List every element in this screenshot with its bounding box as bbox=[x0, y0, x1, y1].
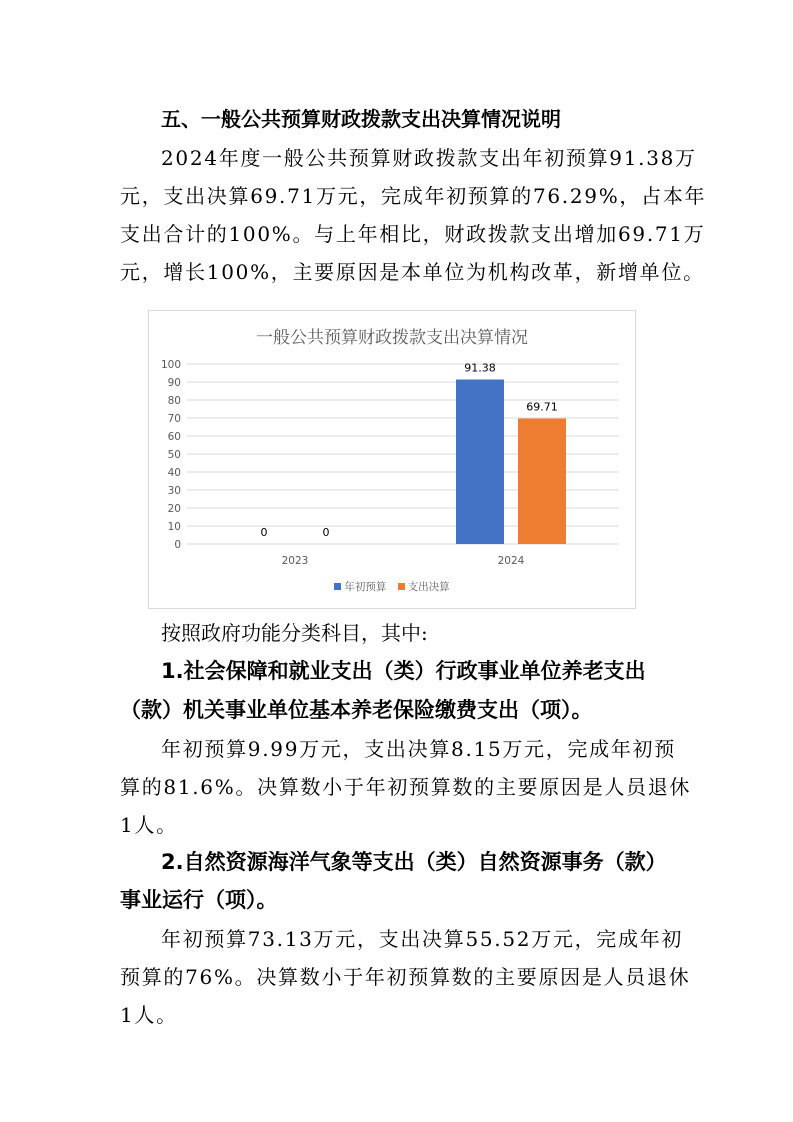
item-1-heading-line-2: （款）机关事业单位基本养老保险缴费支出（项）。 bbox=[120, 698, 593, 722]
intro-line-2: 元，支出决算69.71万元，完成年初预算的76.29%，占本年 bbox=[120, 184, 707, 208]
item-2-body-line-3: 1人。 bbox=[120, 1003, 178, 1027]
intro-line-4: 元，增长100%，主要原因是本单位为机构改革，新增单位。 bbox=[120, 260, 705, 284]
item-1-body-line-2: 算的81.6%。决算数小于年初预算数的主要原因是人员退休 bbox=[120, 775, 692, 799]
intro-line-3: 支出合计的100%。与上年相比，财政拨款支出增加69.71万 bbox=[120, 222, 706, 246]
y-tick-label-100: 100 bbox=[160, 359, 181, 371]
item-2-heading-line-1: 2.自然资源海洋气象等支出（类）自然资源事务（款） bbox=[161, 850, 667, 874]
legend-swatch-budget bbox=[334, 583, 341, 590]
y-tick-label-10: 10 bbox=[167, 521, 181, 533]
chart-title: 一般公共预算财政拨款支出决算情况 bbox=[256, 328, 528, 348]
legend-item-actual bbox=[398, 579, 450, 594]
item-1-heading-line-1: 1.社会保障和就业支出（类）行政事业单位养老支出 bbox=[161, 659, 646, 683]
y-tick-label-30: 30 bbox=[167, 485, 181, 497]
y-tick-label-50: 50 bbox=[167, 449, 181, 461]
legend-swatch-actual bbox=[398, 583, 405, 590]
y-tick-label-70: 70 bbox=[167, 413, 181, 425]
item-2-body-line-1: 年初预算73.13万元，支出决算55.52万元，完成年初 bbox=[161, 927, 684, 951]
x-tick-label-2024: 2024 bbox=[497, 555, 525, 567]
y-tick-label-90: 90 bbox=[167, 377, 181, 389]
classification-intro: 按照政府功能分类科目，其中: bbox=[161, 621, 428, 645]
legend-label-budget: 年初预算 bbox=[344, 581, 387, 593]
data-label-2023-budget: 0 bbox=[260, 526, 268, 539]
item-1-body-line-3: 1人。 bbox=[120, 813, 178, 837]
section-heading: 五、一般公共预算财政拨款支出决算情况说明 bbox=[161, 107, 561, 131]
item-1-body-line-1: 年初预算9.99万元，支出决算8.15万元，完成年初预 bbox=[161, 737, 676, 761]
bar-chart bbox=[148, 310, 636, 609]
chart-plot bbox=[149, 311, 635, 608]
bar-2024-actual bbox=[518, 419, 566, 544]
item-2-heading-line-2: 事业运行（项）。 bbox=[120, 888, 278, 912]
chart-legend bbox=[149, 579, 635, 594]
y-tick-label-20: 20 bbox=[167, 503, 181, 515]
data-label-2024-budget: 91.38 bbox=[464, 361, 496, 375]
item-2-body-line-2: 预算的76%。决算数小于年初预算数的主要原因是人员退休 bbox=[120, 965, 691, 989]
bar-2024-budget bbox=[456, 380, 504, 544]
y-tick-label-60: 60 bbox=[167, 431, 181, 443]
y-tick-label-80: 80 bbox=[167, 395, 181, 407]
x-tick-label-2023: 2023 bbox=[281, 555, 309, 567]
legend-item-budget bbox=[334, 579, 386, 594]
legend-label-actual: 支出决算 bbox=[407, 581, 450, 593]
y-tick-label-40: 40 bbox=[167, 467, 181, 479]
data-label-2023-actual: 0 bbox=[322, 526, 330, 539]
y-tick-label-0: 0 bbox=[174, 539, 181, 551]
intro-line-1: 2024年度一般公共预算财政拨款支出年初预算91.38万 bbox=[161, 146, 697, 170]
data-label-2024-actual: 69.71 bbox=[526, 400, 558, 414]
